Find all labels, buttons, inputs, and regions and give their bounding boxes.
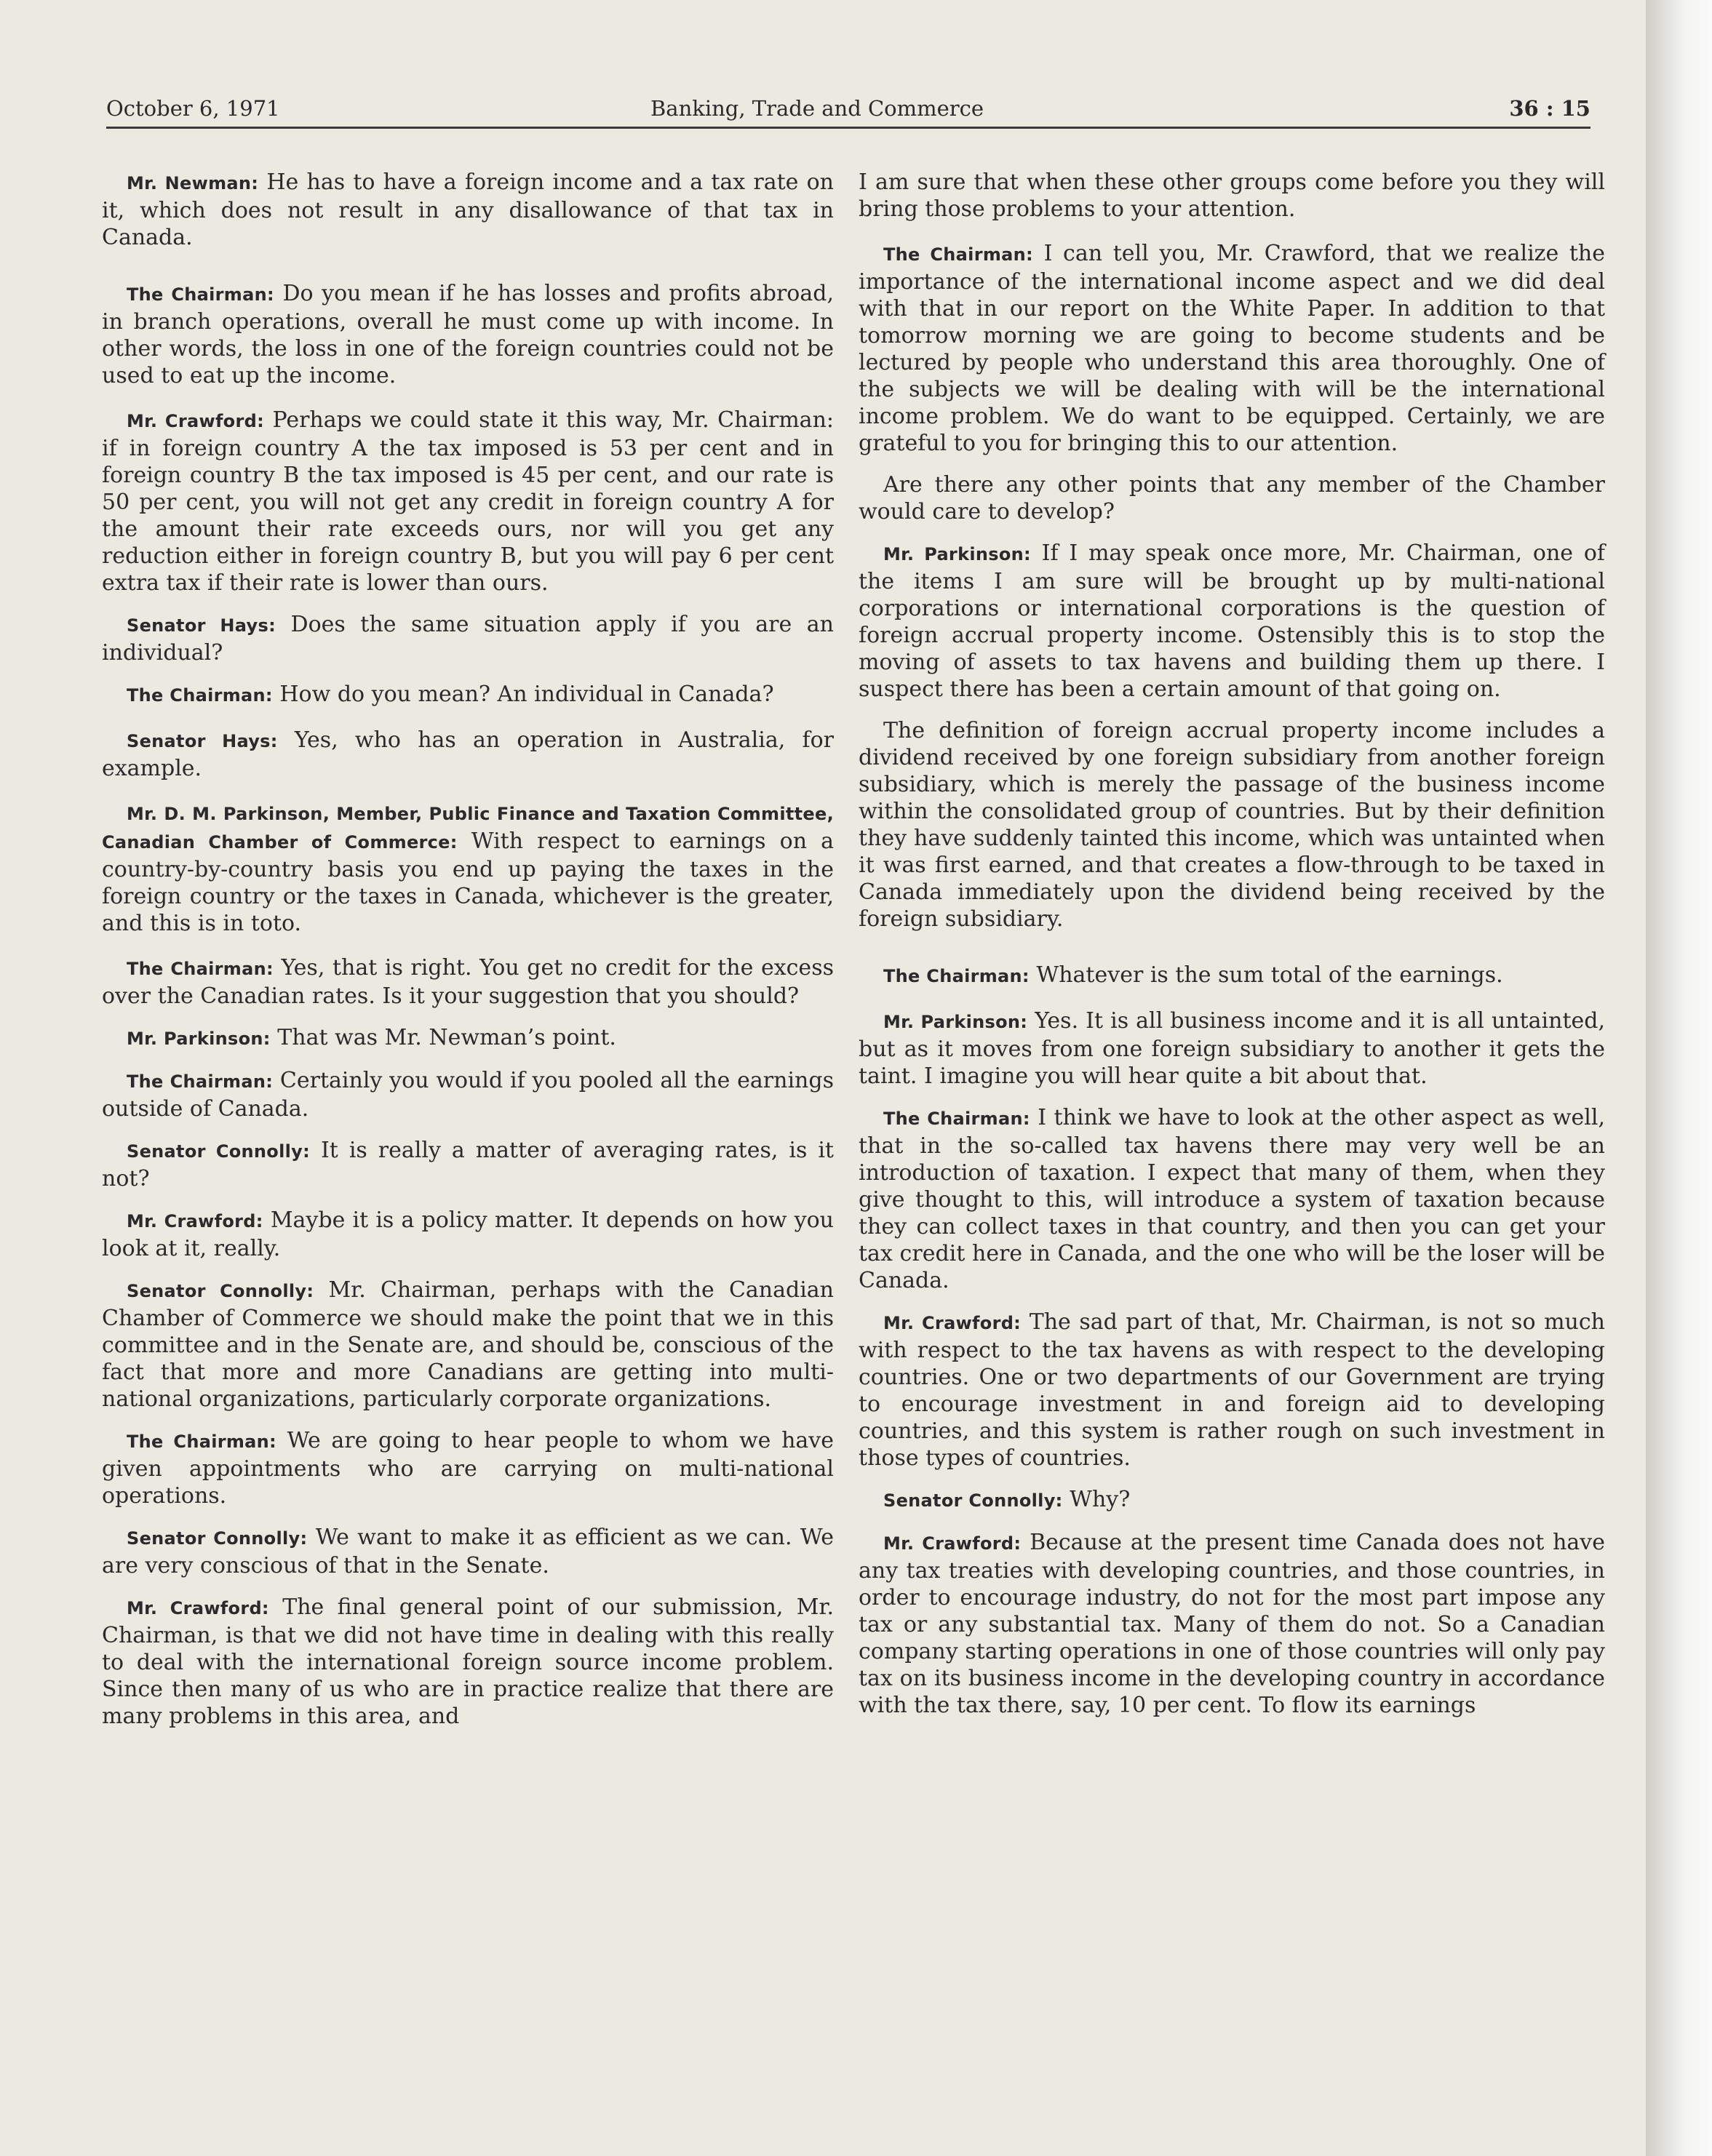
paragraph bbox=[102, 1024, 834, 1053]
paragraph bbox=[102, 611, 834, 666]
page-edge bbox=[1646, 0, 1712, 2156]
paragraph bbox=[102, 1067, 834, 1122]
paragraph bbox=[102, 1207, 834, 1262]
paragraph-text: I can tell you, Mr. Crawford, that we realize the importance of the international income aspect and we did deal with that in our report on the White Paper. In addition to that tomorrow morning we are going to become students and be lectured by people who understand this area thoroughly. One of the subjects we will be dealing with will be the international income problem. We do want to be equipped. Certainly, we are grateful to you for bringing this to our attention. bbox=[859, 241, 1605, 456]
paragraph bbox=[102, 1277, 834, 1413]
paragraph bbox=[102, 1594, 834, 1730]
speaker-name: The Chairman: bbox=[127, 685, 273, 706]
paragraph-text: Mr. Chairman, perhaps with the Canadian Chamber of Commerce we should make the point that we in this committee and in the Senate are, and should be, conscious of the fact that more and more Canadians are getting into multi-national organizations, particularly corporate organizations. bbox=[102, 1277, 834, 1412]
paragraph-text: The final general point of our submission, Mr. Chairman, is that we did not have time in dealing with this really to deal with the international foreign source income problem. Since then many of us who are in practice realize that there are many problems in this area, and bbox=[102, 1594, 834, 1729]
paragraph bbox=[102, 1524, 834, 1579]
paragraph bbox=[859, 540, 1605, 703]
header-date: October 6, 1971 bbox=[106, 96, 280, 121]
paragraph-text: Do you mean if he has losses and profits abroad, in branch operations, overall he must come up with income. In other words, the loss in one of the foreign countries could not be used to eat up the income. bbox=[102, 281, 834, 388]
paragraph-text: We want to make it as efficient as we can. We are very conscious of that in the Senate. bbox=[102, 1525, 834, 1578]
speaker-name: Senator Connolly: bbox=[127, 1281, 314, 1301]
paragraph-text: How do you mean? An individual in Canada? bbox=[279, 682, 774, 707]
paragraph-text: Perhaps we could state it this way, Mr. Chairman: if in foreign country A the tax imposed is 53 per cent and in foreign country B the tax imposed is 45 per cent, and our rate is 50 per cent, you will not get any credit in foreign country A for the amount their rate exceeds ours, nor will you get any reduction either in foreign country B, but you will pay 6 per cent extra tax if their rate is lower than ours. bbox=[102, 407, 834, 596]
speaker-name: Mr. Parkinson: bbox=[883, 544, 1031, 564]
paragraph bbox=[102, 727, 834, 782]
speaker-name: Senator Connolly: bbox=[127, 1528, 308, 1549]
paragraph bbox=[102, 799, 834, 937]
speaker-name: The Chairman: bbox=[883, 244, 1033, 265]
paragraph bbox=[859, 1309, 1605, 1472]
speaker-name: The Chairman: bbox=[883, 1109, 1030, 1129]
paragraph bbox=[859, 1007, 1605, 1090]
paragraph bbox=[102, 407, 834, 596]
speaker-name: Senator Connolly: bbox=[883, 1490, 1063, 1511]
speaker-name: Mr. Parkinson: bbox=[883, 1012, 1028, 1032]
paragraph bbox=[102, 681, 834, 709]
header-title: Banking, Trade and Commerce bbox=[650, 96, 984, 121]
paragraph-text: I am sure that when these other groups come before you they will bring those problems to your attention. bbox=[859, 169, 1605, 222]
left-column bbox=[102, 169, 834, 1744]
speaker-name: Mr. Crawford: bbox=[127, 1211, 263, 1231]
paragraph-text: Why? bbox=[1070, 1487, 1131, 1512]
paragraph-text: The sad part of that, Mr. Chairman, is not so much with respect to the tax havens as with respect to the developing countries. One or two departments of our Government are trying to encourage investment in and foreign aid to developing countries, and this system is rather rough on such investment in those types of countries. bbox=[859, 1309, 1605, 1471]
speaker-name: The Chairman: bbox=[127, 1432, 276, 1452]
paragraph bbox=[102, 954, 834, 1010]
paragraph-text: If I may speak once more, Mr. Chairman, one of the items I am sure will be brought up by multi-national corporations or international corporations is the question of foreign accrual property income. Ostensibly this is to stop the moving of assets to tax havens and building them up there. I suspect there has been a certain amount of that going on. bbox=[859, 540, 1605, 702]
paragraph bbox=[859, 1104, 1605, 1294]
speaker-name: Mr. Crawford: bbox=[127, 1598, 269, 1618]
paragraph-text: I think we have to look at the other aspect as well, that in the so-called tax havens there may very well be an introduction of taxation. I expect that many of them, when they give thought to this, will introduce a system of taxation because they can collect taxes in that country, and then you can get your tax credit here in Canada, and the one who will be the loser will be Canada. bbox=[859, 1105, 1605, 1293]
paragraph bbox=[859, 717, 1605, 933]
paragraph bbox=[102, 1137, 834, 1192]
paragraph bbox=[859, 962, 1605, 990]
speaker-name: Mr. Newman: bbox=[127, 173, 259, 193]
paragraph bbox=[102, 280, 834, 389]
paragraph-text: Yes. It is all business income and it is all untainted, but as it moves from one foreign subsidiary to another it gets the taint. I imagine you will hear quite a bit about that. bbox=[859, 1008, 1605, 1089]
speaker-name: The Chairman: bbox=[127, 1071, 274, 1092]
speaker-name: Senator Connolly: bbox=[127, 1141, 310, 1162]
paragraph-text: Because at the present time Canada does not have any tax treaties with developing countries, and those countries, in order to encourage industry, do not for the most part impose any tax or any substantial tax. Many of them do not. So a Canadian company starting operations in one of those countries will only pay tax on its business income in the developing country in accordance with the tax there, say, 10 per cent. To flow its earnings bbox=[859, 1530, 1605, 1718]
speaker-name: Mr. Crawford: bbox=[883, 1533, 1022, 1554]
speaker-name: Senator Hays: bbox=[127, 615, 276, 636]
paragraph-text: Are there any other points that any member of the Chamber would care to develop? bbox=[859, 472, 1605, 524]
paragraph-text: Certainly you would if you pooled all the earnings outside of Canada. bbox=[102, 1068, 834, 1122]
paragraph bbox=[859, 1486, 1605, 1514]
speaker-name: Mr. Crawford: bbox=[127, 411, 264, 431]
paragraph-text: Yes, that is right. You get no credit for the excess over the Canadian rates. Is it your suggestion that you should? bbox=[102, 955, 834, 1009]
paragraph bbox=[859, 1529, 1605, 1719]
speaker-name: Mr. Crawford: bbox=[883, 1313, 1022, 1333]
speaker-name: The Chairman: bbox=[127, 284, 274, 305]
paragraph bbox=[102, 169, 834, 251]
paragraph-text: With respect to earnings on a country-by-country basis you end up paying the taxes in the foreign country or the taxes in Canada, whichever is the greater, and this is in toto. bbox=[102, 829, 834, 936]
paragraph-text: Maybe it is a policy matter. It depends on how you look at it, really. bbox=[102, 1207, 834, 1261]
speaker-name: The Chairman: bbox=[883, 966, 1030, 986]
paragraph bbox=[859, 471, 1605, 525]
right-column bbox=[859, 169, 1605, 1733]
paragraph-text: Yes, who has an operation in Australia, for example. bbox=[102, 727, 834, 781]
paragraph-text: The definition of foreign accrual property income includes a dividend received by one foreign subsidiary from another foreign subsidiary, which is merely the passage of the business income within the consolidated group of countries. But by their definition they have suddenly tainted this income, which was untainted when it was first earned, and that creates a flow-through to be taxed in Canada immediately upon the dividend being received by the foreign subsidiary. bbox=[859, 718, 1605, 932]
speaker-name: Mr. D. M. Parkinson, Member, Public Finance and Taxation Committee, Canadian Chamber of Commerce: bbox=[102, 804, 834, 853]
speaker-name: Senator Hays: bbox=[127, 731, 278, 751]
speaker-name: Mr. Parkinson: bbox=[127, 1029, 271, 1049]
running-header bbox=[106, 86, 1590, 129]
paragraph-text: That was Mr. Newman’s point. bbox=[277, 1025, 616, 1050]
paragraph-text: Does the same situation apply if you are an individual? bbox=[102, 612, 834, 666]
paragraph bbox=[859, 169, 1605, 223]
paragraph-text: He has to have a foreign income and a tax rate on it, which does not result in any disallowance of that tax in Canada. bbox=[102, 169, 835, 250]
paragraph bbox=[859, 240, 1605, 457]
paragraph-text: We are going to hear people to whom we have given appointments who are carrying on multi-national operations. bbox=[102, 1428, 834, 1509]
paragraph-text: It is really a matter of averaging rates, is it not? bbox=[102, 1138, 834, 1191]
speaker-name: The Chairman: bbox=[127, 959, 274, 979]
header-page-number: 36 : 15 bbox=[1509, 96, 1590, 121]
paragraph bbox=[102, 1427, 834, 1509]
paragraph-text: Whatever is the sum total of the earnings. bbox=[1036, 962, 1503, 988]
